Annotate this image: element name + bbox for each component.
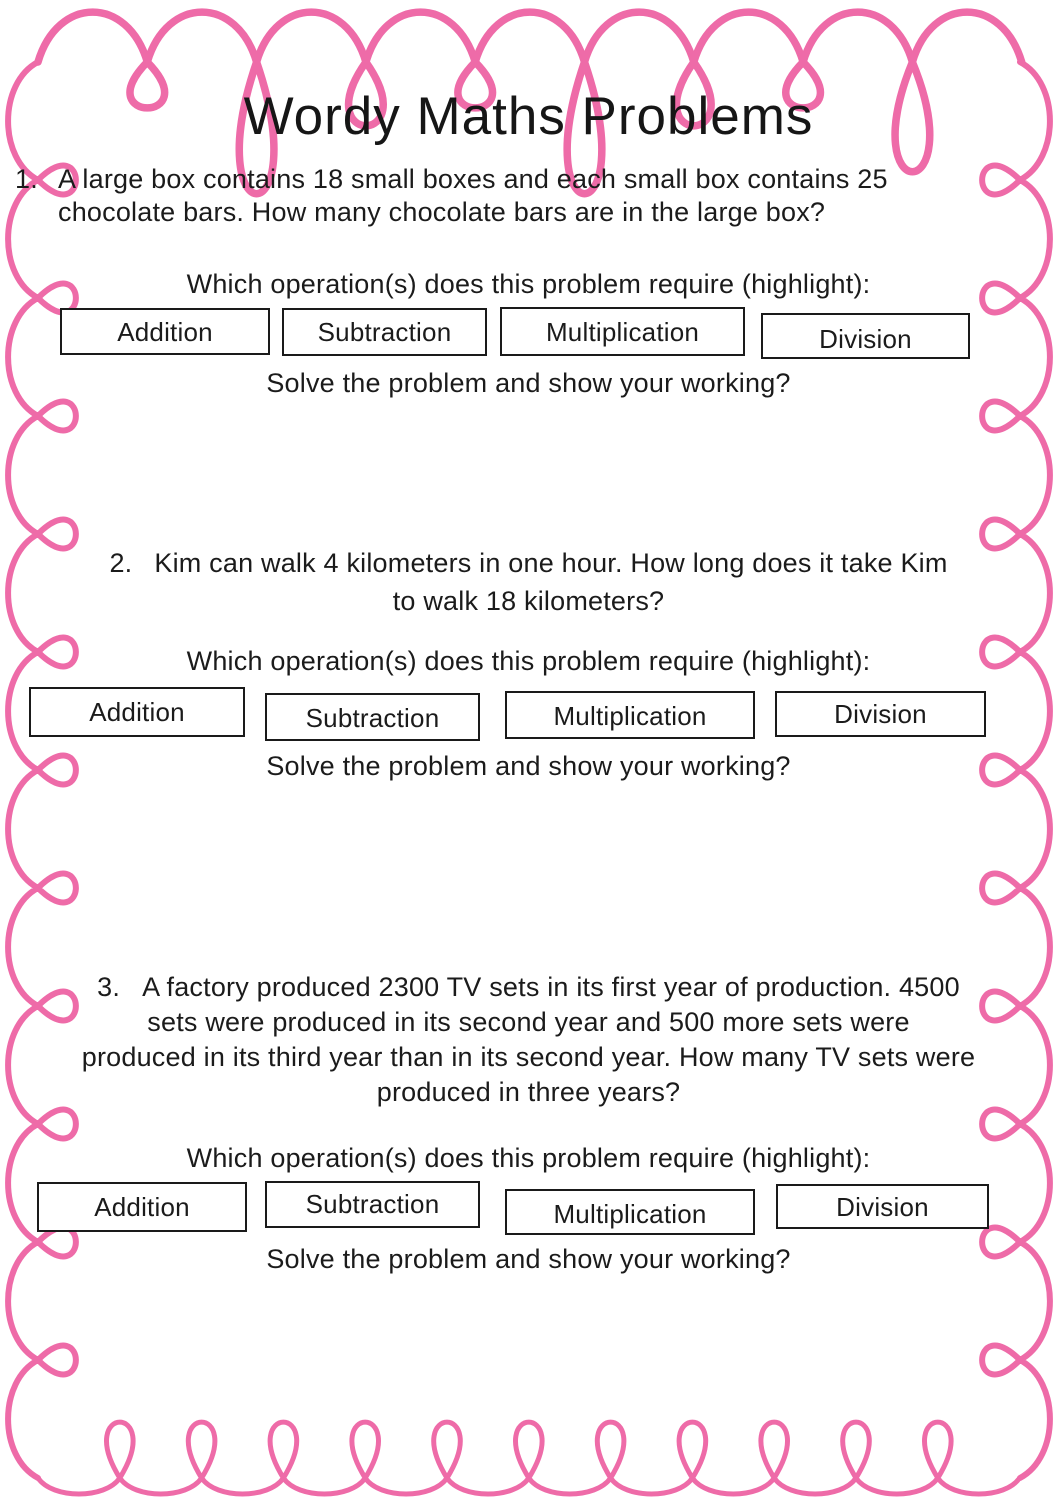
multiplication-option-1[interactable]: Multiplication <box>500 307 745 356</box>
problem-1 <box>15 163 1020 229</box>
division-option-3[interactable]: Division <box>776 1184 989 1229</box>
division-option-1[interactable]: Division <box>761 313 970 359</box>
subtraction-option-3[interactable]: Subtraction <box>265 1181 480 1228</box>
subtraction-option-1[interactable]: Subtraction <box>282 308 487 356</box>
operations-row-2 <box>0 687 1057 745</box>
operations-row-3 <box>0 1181 1057 1239</box>
border-bottom-garland <box>38 1422 1020 1494</box>
problem-2-line-2: to walk 18 kilometers? <box>392 586 665 616</box>
problem-1-number: 1. <box>15 164 38 194</box>
division-option-2[interactable]: Division <box>775 691 986 737</box>
page-title: Wordy Maths Problems <box>243 87 814 146</box>
problem-3-line-3: produced in its third year than in its second year. How many TV sets were <box>81 1042 976 1072</box>
addition-option-3[interactable]: Addition <box>37 1182 247 1232</box>
subtraction-option-2[interactable]: Subtraction <box>265 693 480 741</box>
problem-1-text <box>58 163 888 229</box>
operations-row-1 <box>0 307 1057 365</box>
problem-1-line-2: chocolate bars. How many chocolate bars are in the large box? <box>58 197 826 227</box>
problem-1-line-1: A large box contains 18 small boxes and each small box contains 25 <box>58 164 888 194</box>
operations-prompt-2: Which operation(s) does this problem require (highlight): <box>186 646 871 676</box>
multiplication-option-3[interactable]: Multiplication <box>505 1189 755 1235</box>
operations-prompt-1: Which operation(s) does this problem require (highlight): <box>186 269 871 299</box>
operations-prompt-3: Which operation(s) does this problem require (highlight): <box>186 1143 871 1173</box>
solve-prompt-1: Solve the problem and show your working? <box>266 368 791 398</box>
addition-option-2[interactable]: Addition <box>29 687 245 737</box>
solve-prompt-3: Solve the problem and show your working? <box>266 1244 791 1274</box>
problem-2-text-start: Kim can walk 4 kilometers in one hour. How long does it take Kim <box>154 548 948 578</box>
problem-3-line-2: sets were produced in its second year and 500 more sets were <box>147 1007 910 1037</box>
addition-option-1[interactable]: Addition <box>60 308 270 355</box>
problem-3-number: 3. <box>97 972 121 1002</box>
problem-3-line-4: produced in three years? <box>376 1077 681 1107</box>
problem-3-text-start: A factory produced 2300 TV sets in its first year of production. 4500 <box>142 972 960 1002</box>
problem-2-number: 2. <box>109 548 133 578</box>
problem-3 <box>0 970 1057 1110</box>
solve-prompt-2: Solve the problem and show your working? <box>266 751 791 781</box>
problem-2-line-1 <box>0 544 1057 582</box>
multiplication-option-2[interactable]: Multiplication <box>505 691 755 739</box>
problem-3-line-1 <box>0 970 1057 1005</box>
problem-2 <box>0 544 1057 620</box>
